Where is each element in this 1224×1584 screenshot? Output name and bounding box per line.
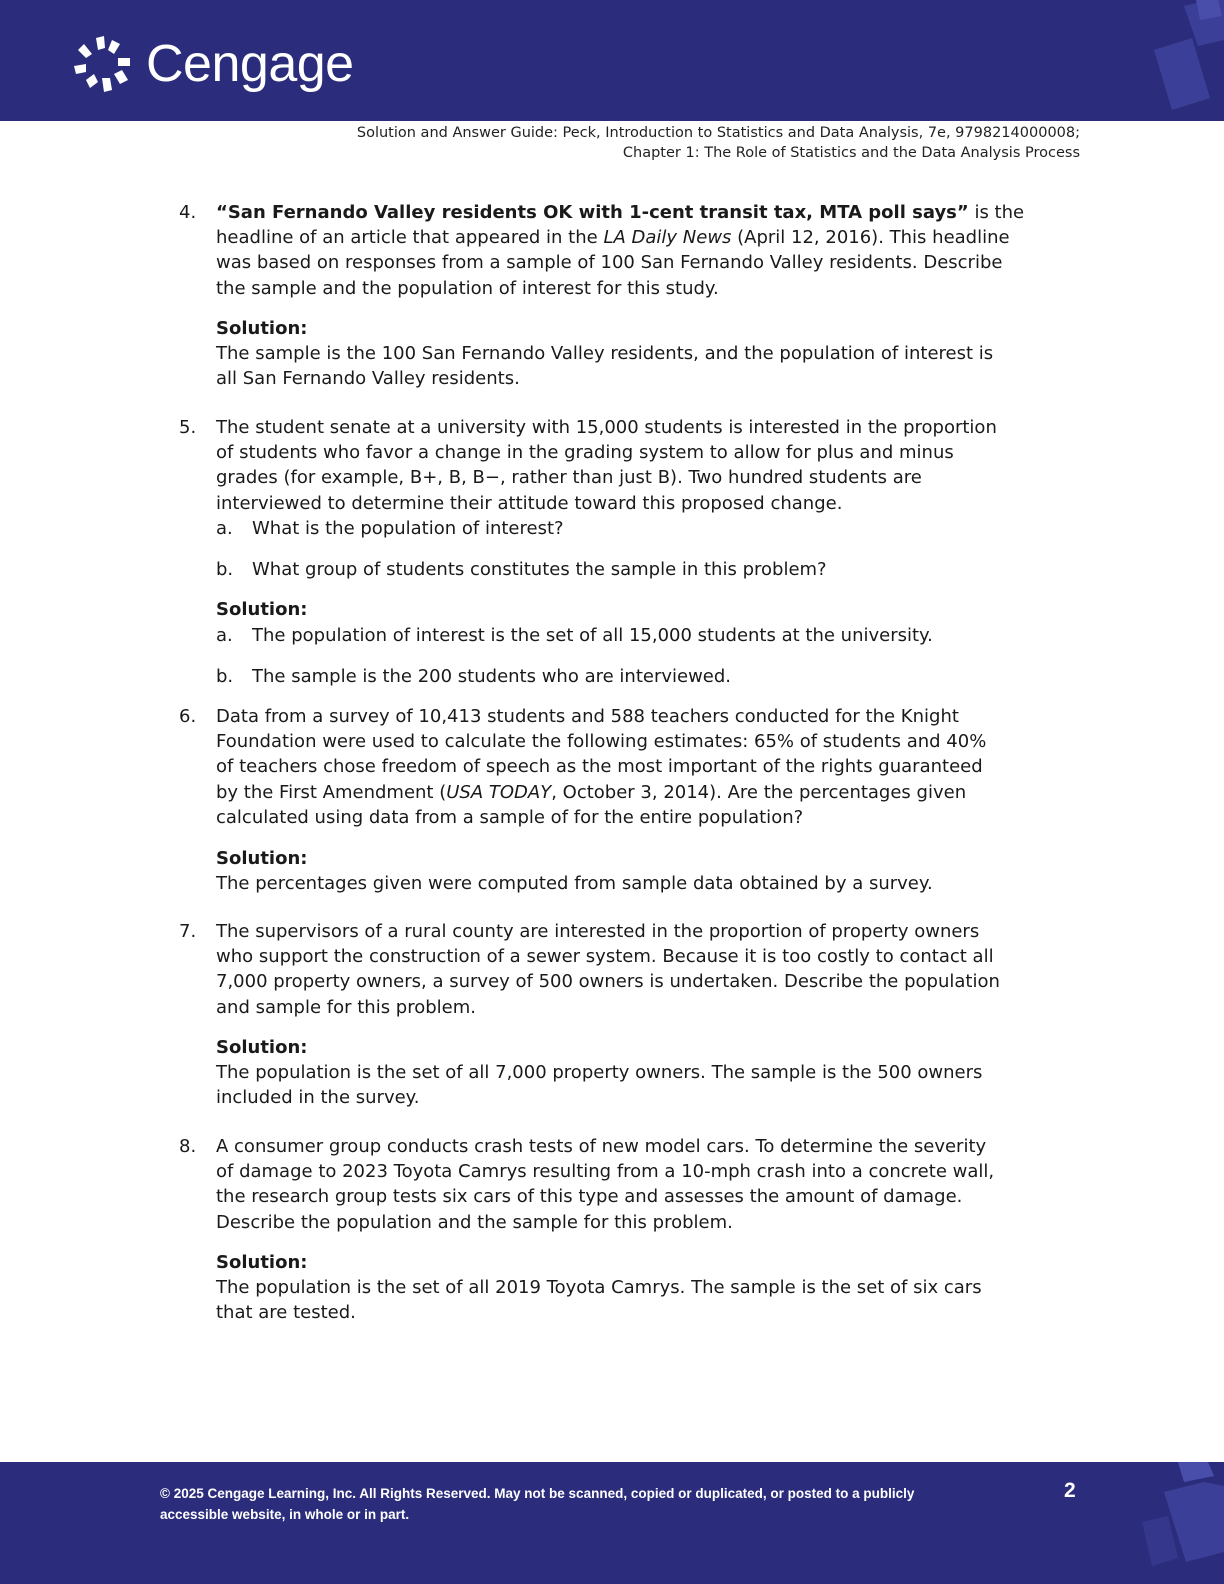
question-number: 5. (179, 417, 197, 438)
question-6-line-4-b: , October 3, 2014). Are the percentages given (551, 781, 967, 803)
question-4-line-1-tail: is the (968, 202, 1025, 223)
solution-label (216, 597, 1096, 622)
question-8-line: Describe the population and the sample for this problem. (216, 1211, 733, 1233)
question-7-line: The supervisors of a rural county are interested in the proportion of property owners (216, 921, 980, 942)
part-letter: b. (216, 666, 234, 687)
question-4-solution (216, 316, 1096, 392)
question-5-text (216, 415, 1096, 516)
question-7-line: who support the construction of a sewer system. Because it is too costly to contact all (216, 946, 994, 968)
part-b-question: What group of students constitutes the sample in this problem? (252, 559, 827, 580)
question-number: 4. (179, 202, 197, 223)
question-4-line-2-b: (April 12, 2016). This headline (731, 227, 1010, 249)
part-letter: a. (216, 518, 233, 539)
question-7-line: and sample for this problem. (216, 996, 476, 1018)
solution-label: Solution: (216, 1252, 308, 1273)
question-6-line: Data from a survey of 10,413 students and 588 teachers conducted for the Knight (216, 706, 959, 727)
question-8-text (216, 1134, 1096, 1235)
question-number: 6. (179, 706, 197, 727)
question-4-line-1 (216, 200, 1096, 225)
question-number: 7. (179, 921, 197, 942)
question-6-line: Foundation were used to calculate the following estimates: 65% of students and 40% (216, 731, 987, 753)
guide-title-line-2: Chapter 1: The Role of Statistics and the Data Analysis Process (622, 145, 1080, 161)
part-letter: b. (216, 559, 234, 580)
question-8-line: of damage to 2023 Toyota Camrys resulting from a 10-mph crash into a concrete wall, (216, 1161, 995, 1183)
question-6-line: of teachers chose freedom of speech as the most important of the rights guaranteed (216, 756, 983, 778)
guide-title-line-1: Solution and Answer Guide: Peck, Introduction to Statistics and Data Analysis, 7e, 9798214000008; (356, 125, 1080, 141)
brand-name: Cengage (146, 35, 354, 93)
solution-line: that are tested. (216, 1302, 356, 1324)
question-4-line-2 (216, 225, 1096, 250)
question-6-line-4-a: by the First Amendment ( (216, 781, 447, 803)
copyright-notice (160, 1483, 960, 1525)
question-5-line: grades (for example, B+, B, B−, rather than just B). Two hundred students are (216, 467, 922, 489)
part-letter: a. (216, 625, 233, 646)
footer-decoration (1134, 1462, 1224, 1584)
page-number: 2 (1064, 1479, 1076, 1502)
copyright-line-2: accessible website, in whole or in part. (160, 1507, 410, 1522)
question-6-line: calculated using data from a sample of for the entire population? (216, 806, 804, 828)
solution-line: all San Fernando Valley residents. (216, 368, 520, 390)
solution-line: The population is the set of all 7,000 property owners. The sample is the 500 owners (216, 1062, 983, 1084)
solution-line: included in the survey. (216, 1087, 420, 1109)
question-7-line: 7,000 property owners, a survey of 500 owners is undertaken. Describe the population (216, 971, 1000, 993)
part-a-question: What is the population of interest? (252, 518, 564, 539)
solution-label: Solution: (216, 318, 308, 339)
part-a-solution: The population of interest is the set of all 15,000 students at the university. (252, 625, 933, 646)
question-4-line-3: was based on responses from a sample of 100 San Fernando Valley residents. Describe (216, 252, 1003, 274)
headline-quote: “San Fernando Valley residents OK with 1-cent transit tax, MTA poll says” (216, 202, 969, 223)
solution-line: The population is the set of all 2019 Toyota Camrys. The sample is the set of six cars (216, 1277, 982, 1299)
question-6-text (216, 704, 1096, 830)
question-5-line: The student senate at a university with 15,000 students is interested in the proportion (216, 417, 997, 438)
question-4-line-4: the sample and the population of interest for this study. (216, 277, 719, 299)
part-b-solution: The sample is the 200 students who are interviewed. (252, 666, 732, 687)
question-6-solution (216, 846, 1096, 896)
question-7-solution (216, 1035, 1096, 1111)
question-number: 8. (179, 1136, 197, 1157)
question-4-text (216, 200, 1096, 301)
question-5-line: of students who favor a change in the grading system to allow for plus and minus (216, 442, 954, 464)
solution-line: The sample is the 100 San Fernando Valley residents, and the population of interest is (216, 343, 994, 365)
publication-name: LA Daily News (603, 227, 732, 249)
solution-line: The percentages given were computed from sample data obtained by a survey. (216, 873, 933, 895)
question-5-line: interviewed to determine their attitude toward this proposed change. (216, 492, 843, 514)
solution-label: Solution: (216, 848, 308, 869)
solution-label-text: Solution: (216, 599, 308, 620)
question-7-text (216, 919, 1096, 1020)
question-8-line: the research group tests six cars of this type and assesses the amount of damage. (216, 1186, 963, 1208)
publication-name: USA TODAY (446, 781, 552, 803)
copyright-line-1: © 2025 Cengage Learning, Inc. All Rights Reserved. May not be scanned, copied or duplicated, or posted to a publicly (160, 1486, 915, 1501)
question-8-line: A consumer group conducts crash tests of new model cars. To determine the severity (216, 1136, 987, 1157)
question-6-line-4 (216, 780, 1096, 805)
question-8-solution (216, 1250, 1096, 1326)
question-4-line-2-a: headline of an article that appeared in the (216, 227, 604, 249)
solution-label: Solution: (216, 1037, 308, 1058)
